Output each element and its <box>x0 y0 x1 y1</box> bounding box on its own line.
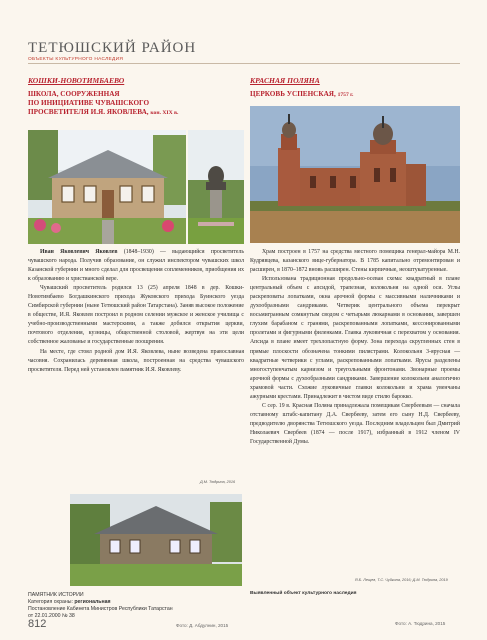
right-heading-text: ЦЕРКОВЬ УСПЕНСКАЯ, <box>250 90 336 98</box>
category-value: региональная <box>74 599 111 605</box>
photo-credit-right: Фото: А. Тюдрина, 2015 <box>395 621 446 626</box>
monument-type: ПАМЯТНИК ИСТОРИИ <box>28 592 84 598</box>
left-paragraph-3: На месте, где стоял родной дом И.Я. Яковлева, ныне возведена православная часовня. Сохранилась деревянная школа, построенная на средства чувашского просветителя. Перед ней установлен памятник И.Я. Яковлеву. <box>28 348 244 373</box>
right-heading <box>250 90 353 100</box>
decree-date: от 22.01.2000 № 38 <box>28 613 75 619</box>
section-subtitle: ОБЪЕКТЫ КУЛЬТУРНОГО НАСЛЕДИЯ <box>28 57 124 62</box>
right-paragraph-2: Использована традиционная продольно-осевая схема: квадратный в плане центральный объем с апсидой, трапезная, колокольня на одной оси. Углы раскреповаты лопатками, окна арочной формы с массивными наличниками и духообразными сандриками. Четверик центрального объема перекрыт восьмигранным сомкнутым сводом с четырьмя люкарнами в основании, завершен глухим барабаном с гранями, раскрепованными лопатками, кессонированными пролетами и фигурными филенками. Главка луковичная с перехватом у основания. Апсида в плане имеет трехлопастную форму. Зона перехода скругленных стен в прямые плоскости обозначена тонкими пилястрами. Колокольня 3-ярусная — квадратные четверики с углами, раскрепованными лопатками. Ярусы разделены многоступенчатым карнизом и треугольными фронтонами. Звонарные проемы арочной формы с духообразными сандриками. Завершение колокольни аналогично храмовой части. Схожие луковичные главки колокольни и храма увенчаны ажурными крестами. Принадлежит в чистом виде стилю барокко. <box>250 276 460 400</box>
person-name: Иван Яковлевич Яковлев <box>40 249 118 255</box>
left-location: КОШКИ-НОВОТИМБАЕВО <box>28 76 125 85</box>
left-heading-line-3 <box>28 108 248 118</box>
right-heading-date: 1757 г. <box>337 92 354 98</box>
right-location: КРАСНАЯ ПОЛЯНА <box>250 76 320 85</box>
protection-category <box>28 599 248 606</box>
left-heading-line-2: ПО ИНИЦИАТИВЕ ЧУВАШСКОГО <box>28 99 150 107</box>
header-divider <box>28 63 460 64</box>
right-paragraph-3: С сер. 19 в. Красная Поляна принадлежала помещикам Свербеевым — сначала отставному штабс-капитану Д.А. Свербееву, затем его сыну Н.Д. Свербееву, предводителю дворянства Тетюшского уезда. Последним владельцем был Дмитрий Николаевич Свербеев (1874 — после 1917), избранный в 1912 членом IV Государственной Думы. <box>250 402 460 445</box>
heritage-status: Выявленный объект культурного наследия <box>250 591 357 596</box>
house-photo <box>70 494 242 586</box>
monument-photo <box>188 130 244 244</box>
right-body <box>250 248 460 447</box>
page-number: 812 <box>28 618 47 630</box>
left-heading-line-1: ШКОЛА, СООРУЖЕННАЯ <box>28 90 120 98</box>
page-title: ТЕТЮШСКИЙ РАЙОН <box>28 40 197 56</box>
photo-credit-left: Фото: Д. Абдулнин, 2015 <box>176 623 229 628</box>
left-body <box>28 248 244 375</box>
decree-text: Постановление Кабинета Министров Республики Татарстан <box>28 606 173 612</box>
right-paragraph-1: Храм построен в 1757 на средства местного помещика генерал-майора М.Н. Кудрявцева, казанского вице-губернатора. В 1785 капитально отремонтирован и расширен, в 1870–1872 вновь расширен. Стены кирпичные, неоштукатуренные. <box>250 249 460 274</box>
left-paragraph-1-text: (1848–1930) — выдающийся просветитель чувашского народа. Получив образование, он служил инспектором чувашских школ Казанской губернии и много сделал для просвещения соплеменников, приобщения их к образованию и христианской вере. <box>28 249 244 283</box>
category-label: Категория охраны: <box>28 599 73 605</box>
left-paragraph-1 <box>28 248 244 284</box>
left-credit: Д.М. Тюдрина, 2016 <box>200 480 236 484</box>
protection-info <box>28 592 248 620</box>
right-credit: Я.Б. Лещев, Т.С. Чуйкина, 2016; Д.М. Тюдрина, 2019 <box>355 578 448 582</box>
left-heading-date: кон. XIX в. <box>150 110 179 116</box>
school-photo <box>28 130 186 244</box>
left-paragraph-2: Чувашский просветитель родился 13 (25) апреля 1848 в дер. Кошки-Новотимбаево Богдашкинского прихода Жуковского прихода Буинского уезда Симбирской губернии (ныне Тетюшский район Татарстана). Заняв высокое положение в обществе, И.Я. Яковлев построил в родном селении мужское и женское училища с учебно-производственными мастерскими, а также добился открытия церкви, почтового отделения, кузницы, общественной столовой, жертвуя на эти цели собственное жалованье и государственные поощрения. <box>28 285 244 346</box>
left-heading-text: ПРОСВЕТИТЕЛЯ И.Я. ЯКОВЛЕВА, <box>28 108 149 116</box>
left-heading <box>28 90 248 118</box>
church-photo <box>250 106 460 243</box>
